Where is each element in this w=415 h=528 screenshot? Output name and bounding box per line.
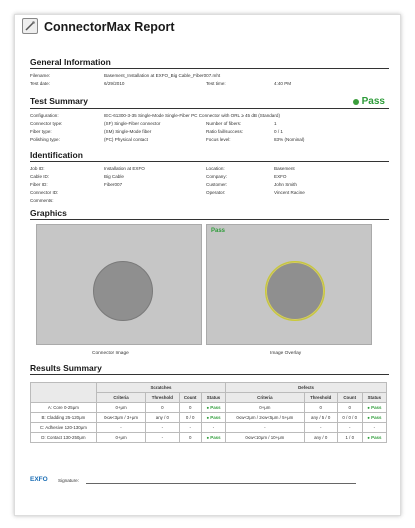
signature-line xyxy=(86,483,356,484)
filename-value: Basement_Installation at EXFO_Big Cable_Fiber007.mht xyxy=(104,73,221,78)
report-title: ConnectorMax Report xyxy=(44,20,175,34)
connector-image xyxy=(36,224,202,345)
filename-label: Filename: xyxy=(30,73,51,78)
image-overlay: Pass xyxy=(206,224,372,345)
report-logo-icon xyxy=(22,18,38,34)
section-identification: Identification xyxy=(30,150,83,160)
test-time-value: 4:40 PM xyxy=(274,81,292,86)
exfo-logo: EXFO xyxy=(30,476,48,483)
results-table: Scratches Defects Criteria Threshold Count Status Criteria Threshold Count Status A: Core 0-25μm 0+μm 0 0 ● Pass 0+μm 0 0 ● Pass B: Cladding 25-120μm 0≤w<3μm / 3+μm any / 0 0 / 0 ● Pass 0≤w<2μm / 2≤w<5μm / 5+μm any / 5 / 0 0 / 0 / 0 ● Pass C: Adhesive 120-130μm - - - - - - - - D: Contact 130-250μm 0+μm - 0 ● Pass 0≤w<10μm / 10+μm any / 0 1 / 0 ● Pass xyxy=(30,382,387,443)
test-date-value: 6/29/2010 xyxy=(104,81,125,86)
test-time-label: Test time: xyxy=(206,81,226,86)
overall-status: Pass xyxy=(353,96,385,107)
section-results-summary: Results Summary xyxy=(30,363,102,373)
section-graphics: Graphics xyxy=(30,208,67,218)
pass-icon xyxy=(353,99,359,105)
section-test-summary: Test Summary xyxy=(30,96,88,106)
section-general-information: General Information xyxy=(30,57,111,67)
test-date-label: Test date: xyxy=(30,81,50,86)
